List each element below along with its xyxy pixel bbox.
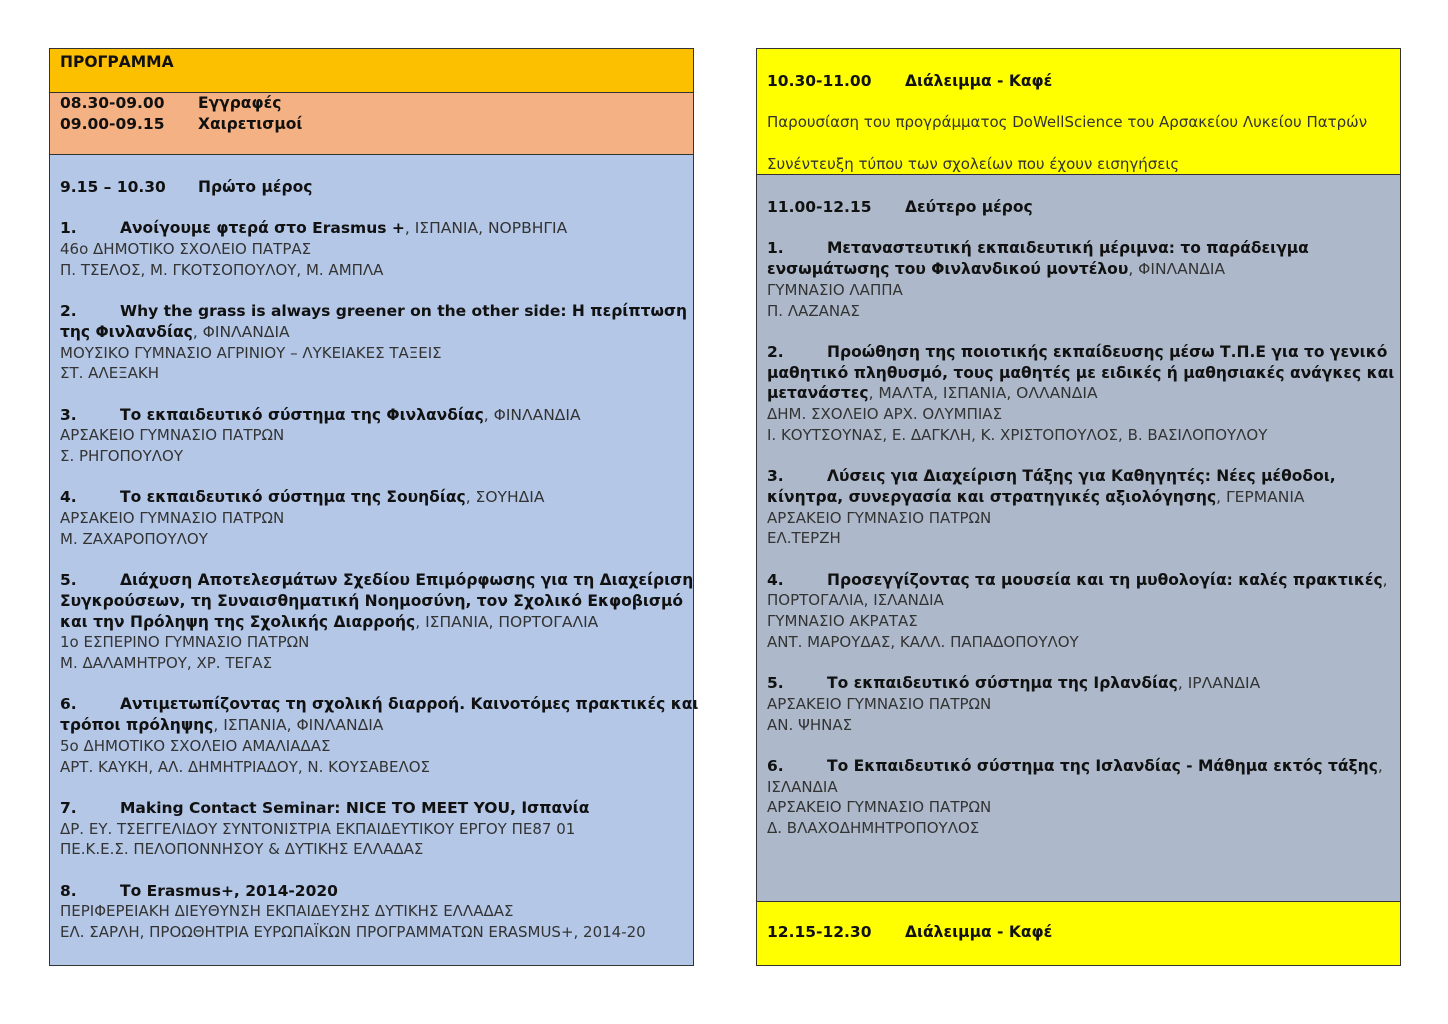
item-school: ΑΡΣΑΚΕΙΟ ΓΥΜΝΑΣΙΟ ΠΑΤΡΩΝ xyxy=(60,426,285,445)
item-title-text: Συγκρούσεων, τη Συναισθηματική Νοημοσύνη, τον Σχολικό Εκφοβισμό xyxy=(60,591,684,610)
item-title-text: Why the grass is always greener on the other side: Η περίπτωση xyxy=(120,302,688,321)
item-title-text: Το Erasmus+, 2014-2020 xyxy=(120,881,338,900)
item-title-line xyxy=(767,363,1395,384)
item-title-text: της Φινλανδίας xyxy=(60,322,193,341)
item-title-text: Λύσεις για Διαχείριση Τάξης για Καθηγητές: Νέες μέθοδοι, xyxy=(827,467,1336,486)
item-school: ΑΡΣΑΚΕΙΟ ΓΥΜΝΑΣΙΟ ΠΑΤΡΩΝ xyxy=(60,509,285,528)
section-heading-2: 11.00-12.15 Δεύτερο μέρος xyxy=(767,198,1033,216)
item-school: ΔΡ. ΕΥ. ΤΣΕΓΓΕΛΙΔΟΥ ΣΥΝΤΟΝΙΣΤΡΙΑ ΕΚΠΑΙΔΕΥΤΙΚΟΥ ΕΡΓΟΥ ΠΕ87 01 xyxy=(60,819,576,838)
item-title-line xyxy=(767,259,1392,280)
item-countries: , ΦΙΝΛΑΝΔΙΑ xyxy=(192,322,290,341)
agenda-item xyxy=(60,301,688,384)
item-number: 1. xyxy=(60,219,77,238)
item-school: 1ο ΕΣΠΕΡΙΝΟ ΓΥΜΝΑΣΙΟ ΠΑΤΡΩΝ xyxy=(60,633,310,652)
program-header xyxy=(50,49,693,93)
item-number: 6. xyxy=(60,695,77,714)
program-title: ΠΡΟΓΡΑΜΜΑ xyxy=(60,53,174,71)
item-title-text: Το εκπαιδευτικό σύστημα της Ιρλανδίας xyxy=(827,674,1178,693)
item-number: 3. xyxy=(767,467,784,486)
item-people: Σ. ΡΗΓΟΠΟΥΛΟΥ xyxy=(60,447,183,466)
item-title-line xyxy=(60,570,694,591)
item-title-text: ενσωμάτωσης του Φινλανδικού μοντέλου xyxy=(767,260,1129,279)
item-school: ΓΥΜΝΑΣΙΟ ΑΚΡΑΤΑΣ xyxy=(767,612,918,630)
item-title-line xyxy=(767,756,1392,777)
item-title-text: και την Πρόληψη της Σχολικής Διαρροής xyxy=(60,612,416,631)
item-countries: , ΙΡΛΑΝΔΙΑ xyxy=(1177,674,1261,693)
item-title-line xyxy=(60,218,685,239)
item-school: ΔΗΜ. ΣΧΟΛΕΙΟ ΑΡΧ. ΟΛΥΜΠΙΑΣ xyxy=(767,405,1003,423)
item-title-text: τρόποι πρόληψης xyxy=(60,716,214,735)
item-number: 3. xyxy=(60,405,77,424)
registration-block xyxy=(50,93,693,155)
item-title-line xyxy=(60,798,685,819)
item-people: ΠΕ.Κ.Ε.Σ. ΠΕΛΟΠΟΝΝΗΣΟΥ & ΔΥΤΙΚΗΣ ΕΛΛΑΔΑΣ xyxy=(60,840,424,859)
registration-row: 08.30-09.00 Εγγραφές xyxy=(60,94,282,112)
first-part-block xyxy=(50,155,699,965)
agenda-item xyxy=(60,405,685,467)
item-title-text: Ανοίγουμε φτερά στο Erasmus + xyxy=(120,219,405,238)
agenda-item xyxy=(60,487,685,549)
presentation-line: Παρουσίαση του προγράμματος DoWellScience του Αρσακείου Λυκείου Πατρών xyxy=(767,113,1368,132)
agenda-item xyxy=(60,570,694,674)
agenda-item xyxy=(767,238,1392,321)
break-row-2: 12.15-12.30 Διάλειμμα - Καφέ xyxy=(767,923,1053,941)
item-title-text: Μεταναστευτική εκπαιδευτική μέριμνα: το παράδειγμα xyxy=(827,239,1309,258)
agenda-item xyxy=(767,756,1392,839)
item-countries: , xyxy=(1377,756,1383,775)
item-people: ΑΝΤ. ΜΑΡΟΥΔΑΣ, ΚΑΛΛ. ΠΑΠΑΔΟΠΟΥΛΟΥ xyxy=(767,632,1079,651)
item-countries: , ΦΙΝΛΑΝΔΙΑ xyxy=(1128,260,1226,279)
item-countries: , ΣΟΥΗΔΙΑ xyxy=(465,488,545,507)
item-countries: , ΙΣΠΑΝΙΑ, ΠΟΡΤΟΓΑΛΙΑ xyxy=(415,612,599,631)
item-title-line xyxy=(767,570,1392,591)
press-line: Συνέντευξη τύπου των σχολείων που έχουν εισηγήσεις xyxy=(767,154,1180,173)
item-title-line xyxy=(767,383,1392,404)
item-people: ΕΛ.ΤΕΡΖΗ xyxy=(767,529,841,548)
item-countries: , ΜΑΛΤΑ, ΙΣΠΑΝΙΑ, ΟΛΛΑΝΔΙΑ xyxy=(868,384,1098,403)
item-title-line xyxy=(767,238,1392,259)
item-people: ΕΛ. ΣΑΡΛΗ, ΠΡΟΩΘΗΤΡΙΑ ΕΥΡΩΠΑΪΚΩΝ ΠΡΟΓΡΑΜΜΑΤΩΝ ERASMUS+, 2014-20 xyxy=(60,923,646,942)
item-number: 4. xyxy=(60,488,77,507)
item-people: Ι. ΚΟΥΤΣΟΥΝΑΣ, Ε. ΔΑΓΚΛΗ, Κ. ΧΡΙΣΤΟΠΟΥΛΟΣ, Β. ΒΑΣΙΛΟΠΟΥΛΟΥ xyxy=(767,425,1268,444)
item-title-text: μετανάστες xyxy=(767,384,869,403)
item-title-line xyxy=(767,487,1392,508)
item-number: 8. xyxy=(60,881,77,900)
item-countries: , ΙΣΠΑΝΙΑ, ΦΙΝΛΑΝΔΙΑ xyxy=(213,716,384,735)
item-number: 2. xyxy=(60,302,77,321)
item-title-line xyxy=(60,405,685,426)
break-row-1: 10.30-11.00 Διάλειμμα - Καφέ xyxy=(767,72,1053,90)
item-number: 5. xyxy=(767,674,784,693)
agenda-item xyxy=(60,694,699,777)
item-title-text: Το Εκπαιδευτικό σύστημα της Ισλανδίας - Μάθημα εκτός τάξης xyxy=(827,756,1378,775)
section-heading: 9.15 – 10.30 Πρώτο μέρος xyxy=(60,178,313,196)
item-number: 7. xyxy=(60,798,77,817)
item-number: 6. xyxy=(767,756,784,775)
item-people: Μ. ΔΑΛΑΜΗΤΡΟΥ, ΧΡ. ΤΕΓΑΣ xyxy=(60,654,273,673)
agenda-item xyxy=(60,881,685,943)
item-title-line xyxy=(60,612,685,633)
item-school: ΑΡΣΑΚΕΙΟ ΓΥΜΝΑΣΙΟ ΠΑΤΡΩΝ xyxy=(767,694,992,713)
agenda-item xyxy=(767,570,1392,653)
item-school: ΠΕΡΙΦΕΡΕΙΑΚΗ ΔΙΕΥΘΥΝΣΗ ΕΚΠΑΙΔΕΥΣΗΣ ΔΥΤΙΚΗΣ ΕΛΛΑΔΑΣ xyxy=(60,902,514,921)
agenda-item xyxy=(767,466,1392,549)
item-title-line xyxy=(60,322,685,343)
item-title-text: Το εκπαιδευτικό σύστημα της Σουηδίας xyxy=(120,488,466,507)
item-countries-extra: ΠΟΡΤΟΓΑΛΙΑ, ΙΣΛΑΝΔΙΑ xyxy=(767,591,944,610)
right-column xyxy=(756,48,1401,966)
item-title-text: Διάχυση Αποτελεσμάτων Σχεδίου Επιμόρφωσης για τη Διαχείριση xyxy=(120,571,694,590)
item-title-line xyxy=(60,694,699,715)
item-people: ΑΡΤ. ΚΑΥΚΗ, ΑΛ. ΔΗΜΗΤΡΙΑΔΟΥ, Ν. ΚΟΥΣΑΒΕΛΟΣ xyxy=(60,757,431,776)
item-title-line xyxy=(767,466,1392,487)
item-countries: , ΦΙΝΛΑΝΔΙΑ xyxy=(483,405,581,424)
item-number: 2. xyxy=(767,342,784,361)
agenda-item xyxy=(767,673,1392,735)
item-people: Μ. ΖΑΧΑΡΟΠΟΥΛΟΥ xyxy=(60,529,208,548)
item-title-line xyxy=(60,487,685,508)
welcome-row: 09.00-09.15 Χαιρετισμοί xyxy=(60,114,303,133)
item-school: 46ο ΔΗΜΟΤΙΚΟ ΣΧΟΛΕΙΟ ΠΑΤΡΑΣ xyxy=(60,240,312,259)
item-title-text: Προώθηση της ποιοτικής εκπαίδευσης μέσω Τ.Π.Ε για το γενικό xyxy=(827,342,1388,361)
item-countries: , xyxy=(1382,570,1388,589)
item-number: 4. xyxy=(767,570,784,589)
item-people: Δ. ΒΛΑΧΟΔΗΜΗΤΡΟΠΟΥΛΟΣ xyxy=(767,819,980,837)
item-title-text: Making Contact Seminar: NICE TO MEET YOU, Ισπανία xyxy=(120,798,590,817)
break-block-2 xyxy=(757,902,1400,965)
agenda-item xyxy=(767,342,1395,446)
item-title-text: Το εκπαιδευτικό σύστημα της Φινλανδίας xyxy=(120,405,484,424)
item-school: ΑΡΣΑΚΕΙΟ ΓΥΜΝΑΣΙΟ ΠΑΤΡΩΝ xyxy=(767,508,992,527)
item-title-line xyxy=(767,342,1392,363)
item-countries: , ΙΣΠΑΝΙΑ, ΝΟΡΒΗΓΙΑ xyxy=(404,219,568,238)
item-countries: , ΓΕΡΜΑΝΙΑ xyxy=(1216,487,1305,506)
item-school: 5ο ΔΗΜΟΤΙΚΟ ΣΧΟΛΕΙΟ ΑΜΑΛΙΑΔΑΣ xyxy=(60,736,331,755)
item-school: ΓΥΜΝΑΣΙΟ ΛΑΠΠΑ xyxy=(767,280,903,299)
item-title-line xyxy=(60,591,685,612)
item-people: Π. ΤΣΕΛΟΣ, Μ. ΓΚΟΤΣΟΠΟΥΛΟΥ, Μ. ΑΜΠΛΑ xyxy=(60,260,384,279)
item-title-text: μαθητικό πληθυσμό, τους μαθητές με ειδικές ή μαθησιακές ανάγκες και xyxy=(767,363,1395,382)
item-number: 1. xyxy=(767,239,784,258)
break-block-1 xyxy=(757,49,1400,175)
item-people: Π. ΛΑΖΑΝΑΣ xyxy=(767,301,860,320)
item-school: ΑΡΣΑΚΕΙΟ ΓΥΜΝΑΣΙΟ ΠΑΤΡΩΝ xyxy=(767,798,992,817)
item-people: ΣΤ. ΑΛΕΞΑΚΗ xyxy=(60,364,160,383)
item-people: ΑΝ. ΨΗΝΑΣ xyxy=(767,715,853,734)
item-school: ΜΟΥΣΙΚΟ ΓΥΜΝΑΣΙΟ ΑΓΡΙΝΙΟΥ – ΛΥΚΕΙΑΚΕΣ ΤΑΞΕΙΣ xyxy=(60,343,442,362)
item-title-text: κίνητρα, συνεργασία και στρατηγικές αξιολόγησης xyxy=(767,487,1217,506)
second-part-block xyxy=(757,175,1400,902)
item-countries-extra: ΙΣΛΑΝΔΙΑ xyxy=(767,777,838,796)
item-title-line xyxy=(60,881,685,902)
left-column xyxy=(49,48,699,966)
agenda-item xyxy=(60,798,685,860)
item-number: 5. xyxy=(60,571,77,590)
item-title-text: Αντιμετωπίζοντας τη σχολική διαρροή. Καινοτόμες πρακτικές και xyxy=(120,695,699,714)
agenda-item xyxy=(60,218,685,280)
item-title-line xyxy=(60,715,685,736)
item-title-line xyxy=(767,673,1392,694)
item-title-line xyxy=(60,301,688,322)
item-title-text: Προσεγγίζοντας τα μουσεία και τη μυθολογία: καλές πρακτικές xyxy=(827,570,1383,589)
